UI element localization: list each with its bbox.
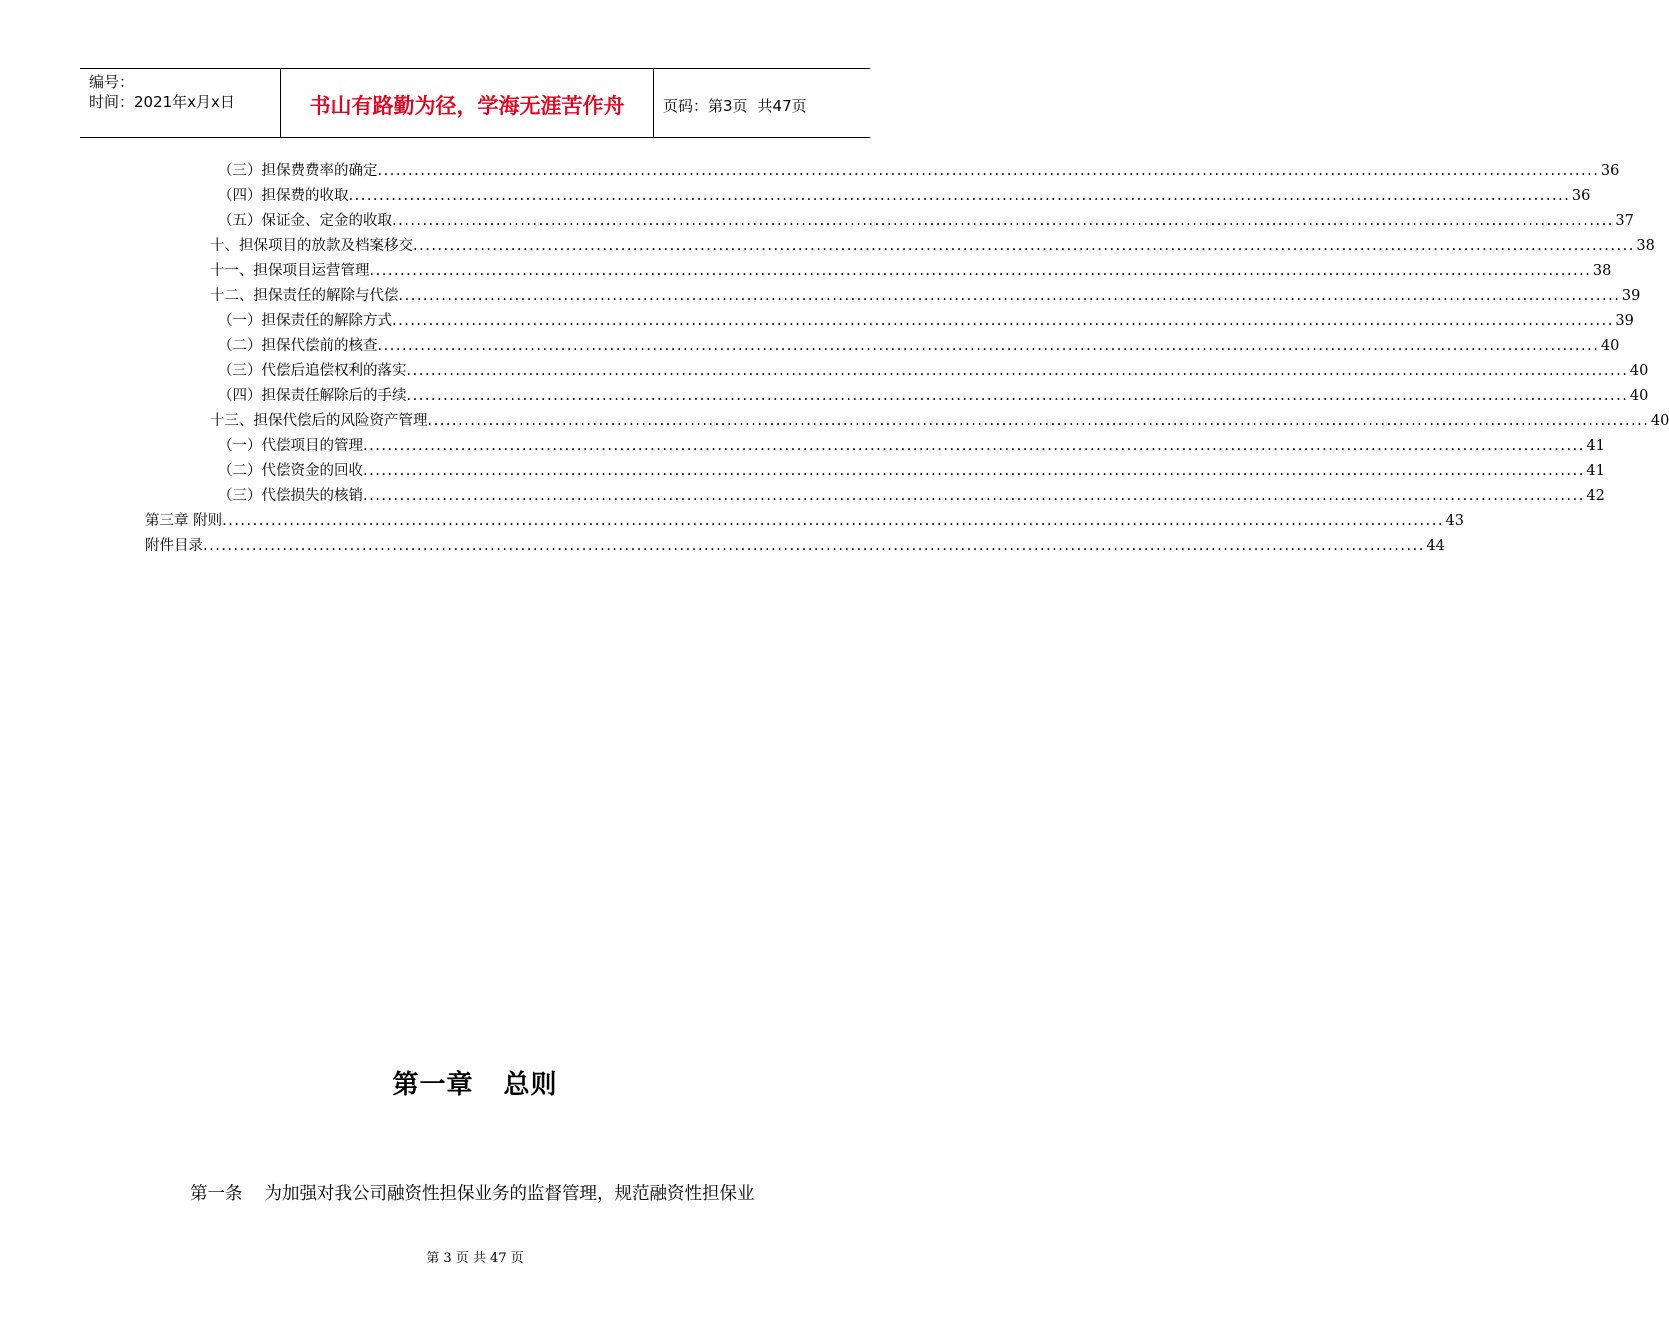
toc-entry-title: （二）代偿资金的回收 <box>218 463 363 479</box>
toc-dot-leader: ........................................................................................................................................................................................................ <box>203 538 1425 554</box>
toc-entry-title: （五）保证金、定金的收取 <box>218 213 392 229</box>
article-text: 为加强对我公司融资性担保业务的监督管理，规范融资性担保业 <box>264 1184 755 1204</box>
toc-entry[interactable] <box>218 385 1649 407</box>
toc-dot-leader: ........................................................................................................................................................................................................ <box>406 388 1629 404</box>
document-number: 编号： <box>89 73 135 91</box>
toc-entry-page: 38 <box>1592 263 1612 279</box>
toc-entry-title: （三）担保费费率的确定 <box>218 163 378 179</box>
toc-entry-title: （一）担保责任的解除方式 <box>218 313 392 329</box>
toc-entry[interactable] <box>218 485 1605 507</box>
toc-entry-page: 37 <box>1615 213 1634 229</box>
toc-entry-page: 43 <box>1445 513 1464 529</box>
header-page-total: 共47页 <box>757 96 807 115</box>
toc-entry-title: （一）代偿项目的管理 <box>218 438 363 454</box>
toc-entry-page: 41 <box>1586 438 1605 454</box>
toc-entry-title: （三）代偿损失的核销 <box>218 488 363 504</box>
toc-dot-leader: ........................................................................................................................................................................................................ <box>398 288 1621 304</box>
toc-entry-title: 十、担保项目的放款及档案移交 <box>210 238 413 254</box>
page-header <box>80 68 870 138</box>
toc-entry-page: 42 <box>1586 488 1605 504</box>
header-motto: 书山有路勤为径，学海无涯苦作舟 <box>281 69 654 137</box>
page-footer: 第 3 页 共 47 页 <box>426 1251 524 1266</box>
toc-entry-title: 第三章 附则 <box>145 513 223 529</box>
toc-dot-leader: ........................................................................................................................................................................................................ <box>222 513 1444 529</box>
toc-entry-page: 40 <box>1600 338 1620 354</box>
toc-dot-leader: ........................................................................................................................................................................................................ <box>348 188 1571 204</box>
toc-entry[interactable] <box>210 285 1641 307</box>
toc-entry[interactable] <box>218 460 1605 482</box>
chapter-heading <box>0 1064 950 1101</box>
toc-entry-page: 36 <box>1571 188 1591 204</box>
toc-entry-title: （四）担保费的收取 <box>218 188 349 204</box>
toc-entry[interactable] <box>218 360 1649 382</box>
article-paragraph <box>190 1180 755 1205</box>
toc-entry-title: 十三、担保代偿后的风险资产管理 <box>210 413 428 429</box>
toc-dot-leader: ........................................................................................................................................................................................................ <box>406 363 1629 379</box>
toc-entry-page: 44 <box>1426 538 1445 554</box>
toc-entry-title: （二）担保代偿前的核查 <box>218 338 378 354</box>
toc-entry-title: 十一、担保项目运营管理 <box>210 263 370 279</box>
toc-entry[interactable] <box>218 435 1605 457</box>
toc-entry-page: 40 <box>1629 388 1649 404</box>
toc-entry-title: 附件目录 <box>145 538 203 554</box>
toc-dot-leader: ........................................................................................................................................................................................................ <box>363 438 1585 454</box>
toc-entry[interactable] <box>210 410 1669 432</box>
toc-entry-page: 39 <box>1621 288 1641 304</box>
toc-entry-page: 41 <box>1586 463 1605 479</box>
toc-dot-leader: ........................................................................................................................................................................................................ <box>392 213 1614 229</box>
toc-dot-leader: ........................................................................................................................................................................................................ <box>377 163 1600 179</box>
toc-entry-page: 39 <box>1615 313 1634 329</box>
toc-dot-leader: ........................................................................................................................................................................................................ <box>392 313 1614 329</box>
toc-dot-leader: ........................................................................................................................................................................................................ <box>369 263 1592 279</box>
toc-entry[interactable] <box>210 235 1655 257</box>
toc-dot-leader: ........................................................................................................................................................................................................ <box>363 463 1585 479</box>
toc-entry[interactable] <box>145 535 1445 557</box>
toc-entry-title: 十二、担保责任的解除与代偿 <box>210 288 399 304</box>
article-label: 第一条 <box>190 1184 243 1204</box>
header-page-number: 页码：第3页 <box>663 96 748 115</box>
toc-entry-page: 40 <box>1650 413 1669 429</box>
toc-dot-leader: ........................................................................................................................................................................................................ <box>377 338 1600 354</box>
toc-entry-page: 40 <box>1629 363 1649 379</box>
toc-entry[interactable] <box>145 510 1464 532</box>
toc-entry-page: 38 <box>1636 238 1655 254</box>
toc-entry[interactable] <box>210 260 1612 282</box>
header-meta-cell <box>80 69 281 137</box>
header-page-cell <box>654 69 870 137</box>
document-date: 时间：2021年x月x日 <box>89 93 235 111</box>
toc-entry[interactable] <box>218 335 1620 357</box>
toc-dot-leader: ........................................................................................................................................................................................................ <box>427 413 1650 429</box>
toc-entry[interactable] <box>218 210 1634 232</box>
toc-entry[interactable] <box>218 185 1591 207</box>
toc-entry-title: （三）代偿后追偿权利的落实 <box>218 363 407 379</box>
toc-entry[interactable] <box>218 310 1634 332</box>
toc-dot-leader: ........................................................................................................................................................................................................ <box>363 488 1585 504</box>
chapter-title: 总则 <box>503 1070 558 1100</box>
toc-entry-title: （四）担保责任解除后的手续 <box>218 388 407 404</box>
chapter-number: 第一章 <box>392 1070 474 1100</box>
toc-dot-leader: ........................................................................................................................................................................................................ <box>413 238 1635 254</box>
toc-entry[interactable] <box>218 160 1620 182</box>
toc-entry-page: 36 <box>1600 163 1620 179</box>
